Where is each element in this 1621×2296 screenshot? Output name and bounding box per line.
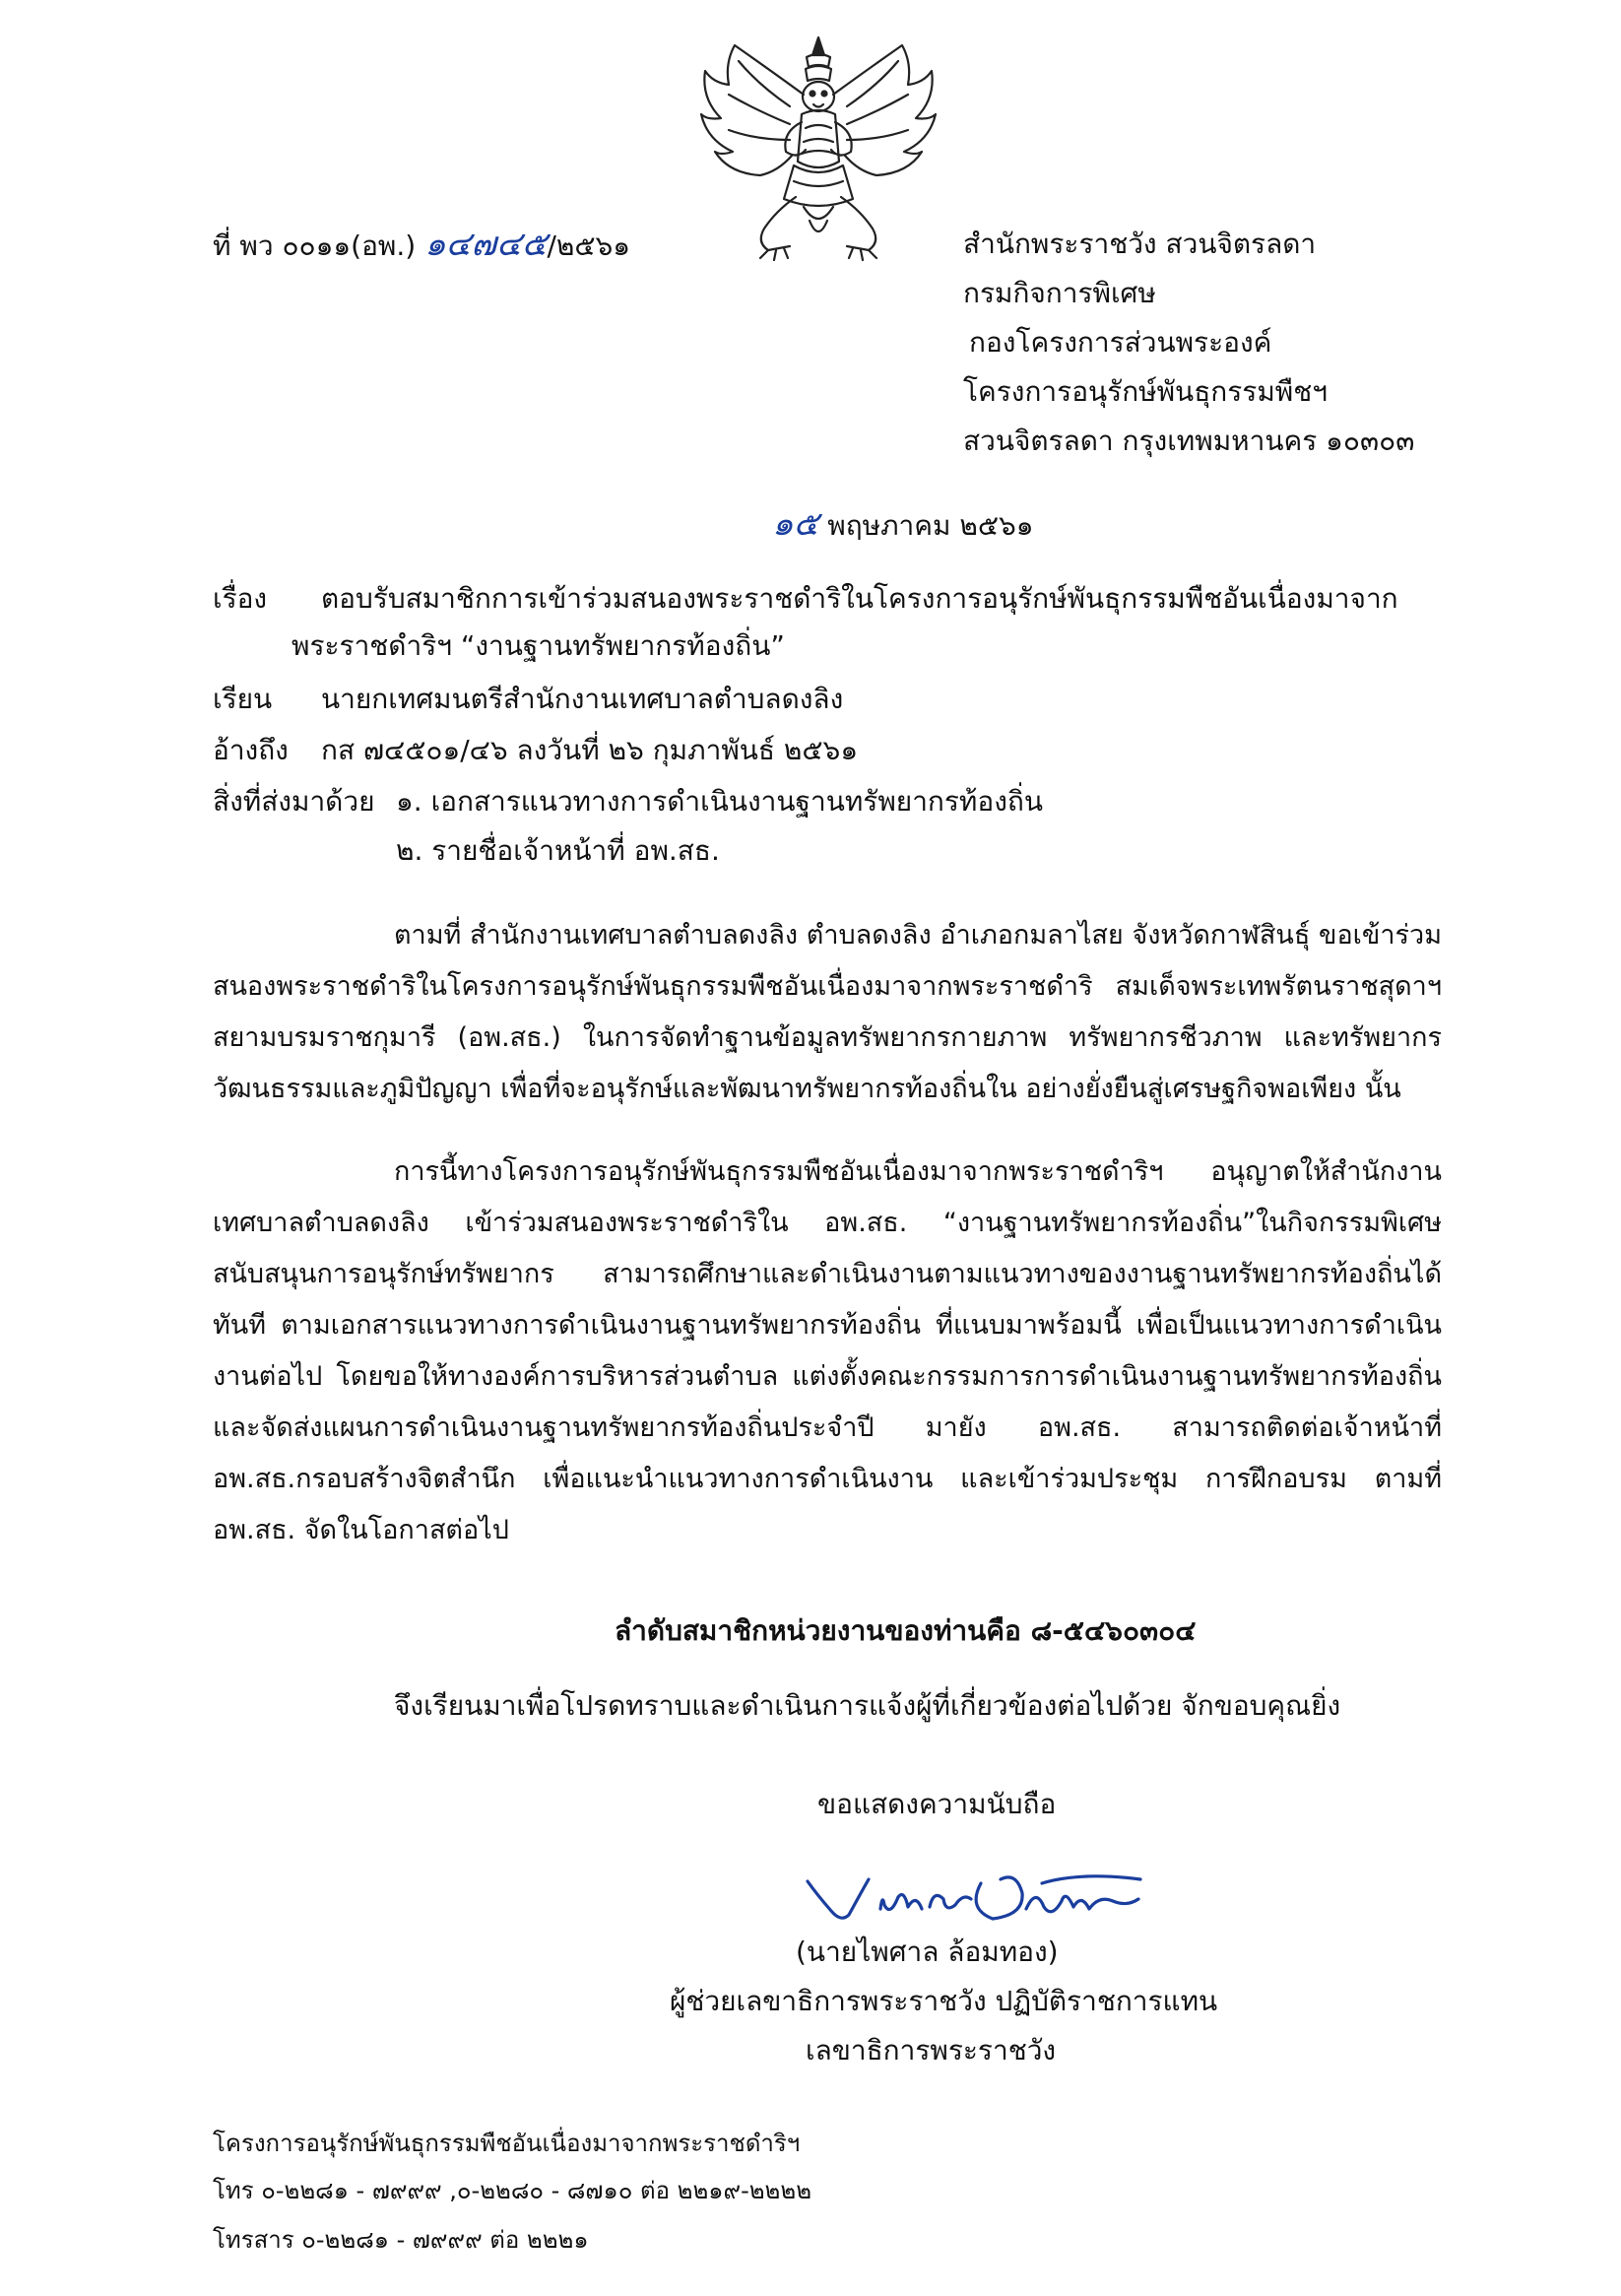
enclosure-item: ๑. เอกสารแนวทางการดำเนินงานฐานทรัพยากรท้องถิ่น xyxy=(396,785,1043,818)
reference-to-value: กส ๗๔๕๐๑/๔๖ ลงวันที่ ๒๖ กุมภาพันธ์ ๒๕๖๑ xyxy=(321,734,859,766)
footer-org: โครงการอนุรักษ์พันธุกรรมพืชอันเนื่องมาจากพระราชดำริฯ xyxy=(213,2130,801,2157)
subject-line2: พระราชดำริฯ “งานฐานทรัพยากรท้องถิ่น” xyxy=(292,629,785,662)
letter-date xyxy=(772,504,1034,546)
body-paragraph-1 xyxy=(213,910,1442,1115)
body-paragraph-2 xyxy=(213,1147,1442,1556)
garuda-emblem-icon xyxy=(695,33,941,262)
footer-fax: โทรสาร ๐-๒๒๘๑ - ๗๙๙๙ ต่อ ๒๒๒๑ xyxy=(213,2226,589,2254)
sender-line4: โครงการอนุรักษ์พันธุกรรมพืชฯ xyxy=(963,375,1328,408)
reference-suffix: /๒๕๖๑ xyxy=(547,230,631,262)
paragraph2-text: การนี้ทางโครงการอนุรักษ์พันธุกรรมพืชอันเนื่องมาจากพระราชดำริฯ อนุญาตให้สำนักงานเทศบาลตำบลดงลิง เข้าร่วมสนองพระราชดำริใน อพ.สธ. “งานฐานทรัพยากรท้องถิ่น”ในกิจกรรมพิเศษสนับสนุนการอนุรักษ์ทรัพยากร สามารถศึกษาและดำเนินงานตามแนวทางของงานฐานทรัพยากรท้องถิ่นได้ทันที ตามเอกสารแนวทางการดำเนินงานฐานทรัพยากรท้องถิ่น ที่แนบมาพร้อมนี้ เพื่อเป็นแนวทางการดำเนินงานต่อไป โดยขอให้ทางองค์การบริหารส่วนตำบล แต่งตั้งคณะกรรมการการดำเนินงานฐานทรัพยากรท้องถิ่นและจัดส่งแผนการดำเนินงานฐานทรัพยากรท้องถิ่นประจำปี มายัง อพ.สธ. สามารถติดต่อเจ้าหน้าที่ อพ.สธ.กรอบสร้างจิตสำนึก เพื่อแนะนำแนวทางการดำเนินงาน และเข้าร่วมประชุม การฝึกอบรม ตามที่ อพ.สธ. จัดในโอกาสต่อไป xyxy=(213,1156,1442,1545)
paragraph1-text: ตามที่ สำนักงานเทศบาลตำบลดงลิง ตำบลดงลิง อำเภอกมลาไสย จังหวัดกาฬสินธุ์ ขอเข้าร่วมสนองพระราชดำริในโครงการอนุรักษ์พันธุกรรมพืชอันเนื่องมาจากพระราชดำริ สมเด็จพระเทพรัตนราชสุดาฯ สยามบรมราชกุมารี (อพ.สธ.) ในการจัดทำฐานข้อมูลทรัพยากรกายภาพ ทรัพยากรชีวภาพ และทรัพยากรวัฒนธรรมและภูมิปัญญา เพื่อที่จะอนุรักษ์และพัฒนาทรัพยากรท้องถิ่นใน อย่างยั่งยืนสู่เศรษฐกิจพอเพียง นั้น xyxy=(213,920,1442,1104)
member-number: ลำดับสมาชิกหน่วยงานของท่านคือ ๘-๕๔๖๐๓๐๔ xyxy=(615,1614,1197,1647)
subject-line1: ตอบรับสมาชิกการเข้าร่วมสนองพระราชดำริในโครงการอนุรักษ์พันธุกรรมพืชอันเนื่องมาจาก xyxy=(321,582,1398,615)
signer-name: (นายไพศาล ล้อมทอง) xyxy=(796,1935,1059,1968)
subject-label: เรื่อง xyxy=(213,582,268,615)
signer-position-1: ผู้ช่วยเลขาธิการพระราชวัง ปฏิบัติราชการแทน xyxy=(670,1985,1218,2017)
signer-position-2: เลขาธิการพระราชวัง xyxy=(806,2034,1057,2066)
reference-number-handwritten: ๑๔๗๔๕ xyxy=(424,225,548,264)
reference-to-label: อ้างถึง xyxy=(213,734,289,766)
sender-line1: สำนักพระราชวัง สวนจิตรลดา xyxy=(963,228,1317,260)
salutation: ขอแสดงความนับถือ xyxy=(817,1788,1057,1820)
to-value: นายกเทศมนตรีสำนักงานเทศบาลตำบลดงลิง xyxy=(321,683,844,715)
sender-line3: กองโครงการส่วนพระองค์ xyxy=(969,326,1272,359)
date-day-handwritten: ๑๕ xyxy=(772,504,819,544)
to-label: เรียน xyxy=(213,683,273,715)
enclosure-item: ๒. รายชื่อเจ้าหน้าที่ อพ.สธ. xyxy=(396,834,720,867)
closing-request: จึงเรียนมาเพื่อโปรดทราบและดำเนินการแจ้งผู้ที่เกี่ยวข้องต่อไปด้วย จักขอบคุณยิ่ง xyxy=(394,1689,1341,1722)
sender-line5: สวนจิตรลดา กรุงเทพมหานคร ๑๐๓๐๓ xyxy=(963,425,1415,457)
footer-phone: โทร ๐-๒๒๘๑ - ๗๙๙๙ ,๐-๒๒๘๐ - ๘๗๑๐ ต่อ ๒๒๑๙-๒๒๒๒ xyxy=(213,2177,812,2204)
reference-prefix: ที่ พว ๐๐๑๑(อพ.) xyxy=(213,230,417,262)
enclosures-label: สิ่งที่ส่งมาด้วย xyxy=(213,785,375,818)
date-month-year: พฤษภาคม ๒๕๖๑ xyxy=(827,509,1034,542)
sender-line2: กรมกิจการพิเศษ xyxy=(963,277,1156,309)
reference-number xyxy=(213,225,630,266)
